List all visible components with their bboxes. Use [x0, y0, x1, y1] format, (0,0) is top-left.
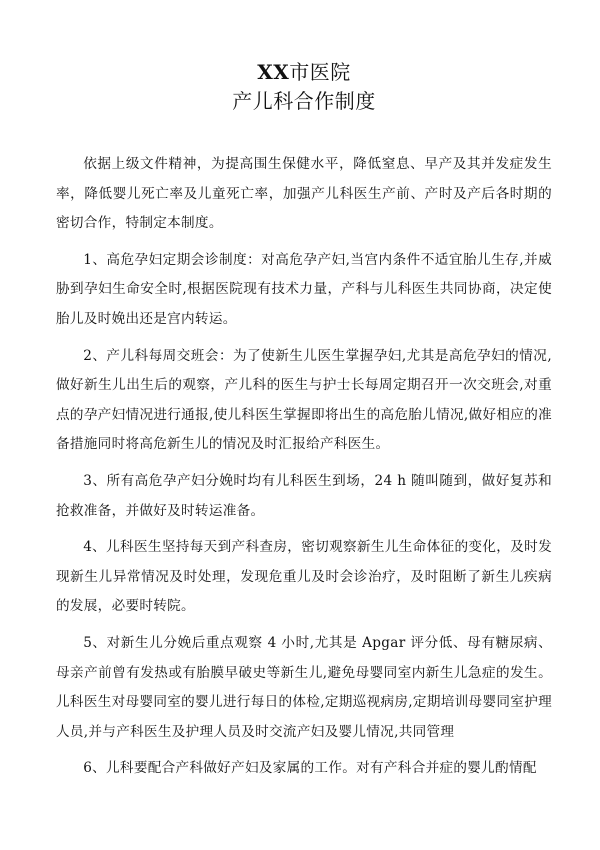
- hospital-name-suffix: 市医院: [289, 60, 351, 84]
- paragraph-1: 1、高危孕妇定期会诊制度：对高危孕产妇,当宫内条件不适宜胎儿生存,并威胁到孕妇生命安全时,根据医院现有技术力量，产科与儿科医生共同协商，决定使胎儿及时娩出还是宫内转运。: [56, 251, 552, 327]
- paragraph-2: 2、产儿科每周交班会：为了使新生儿医生掌握孕妇,尤其是高危孕妇的情况,做好新生儿出生后的观察，产儿科的医生与护士长每周定期召开一次交班会,对重点的孕产妇情况进行通报,使儿科医生掌握即将出生的高危胎儿情况,做好相应的准备措施同时将高危新生儿的情况及时汇报给产科医生。: [56, 347, 552, 453]
- intro-paragraph: 依据上级文件精神，为提高围生保健水平，降低窒息、早产及其并发症发生率，降低婴儿死亡率及儿童死亡率，加强产儿科医生产前、产时及产后各时期的密切合作，特制定本制度。: [56, 156, 552, 232]
- paragraph-4: 4、儿科医生坚持每天到产科查房，密切观察新生儿生命体征的变化，及时发现新生儿异常情况及时处理，发现危重儿及时会诊治疗，及时阻断了新生儿疾病的发展，必要时转院。: [56, 539, 552, 615]
- paragraph-3: 3、所有高危孕产妇分娩时均有儿科医生到场，24 h 随叫随到，做好复苏和抢救准备，并做好及时转运准备。: [56, 472, 552, 519]
- title-block: [56, 58, 552, 116]
- paragraph-5: 5、对新生儿分娩后重点观察 4 小时,尤其是 Apgar 评分低、母有糖尿病、母亲产前曾有发热或有胎膜早破史等新生儿,避免母婴同室内新生儿急症的发生。儿科医生对母婴同室的婴儿进行每日的体检,定期巡视病房,定期培训母婴同室护理人员,并与产科医生及护理人员及时交流产妇及婴儿情况,共同管理: [56, 634, 552, 740]
- hospital-name-prefix: XX: [257, 60, 290, 84]
- document-title: 产儿科合作制度: [232, 89, 376, 113]
- hospital-name: [56, 58, 552, 87]
- paragraph-6: 6、儿科要配合产科做好产妇及家属的工作。对有产科合并症的婴儿酌情配: [83, 760, 537, 777]
